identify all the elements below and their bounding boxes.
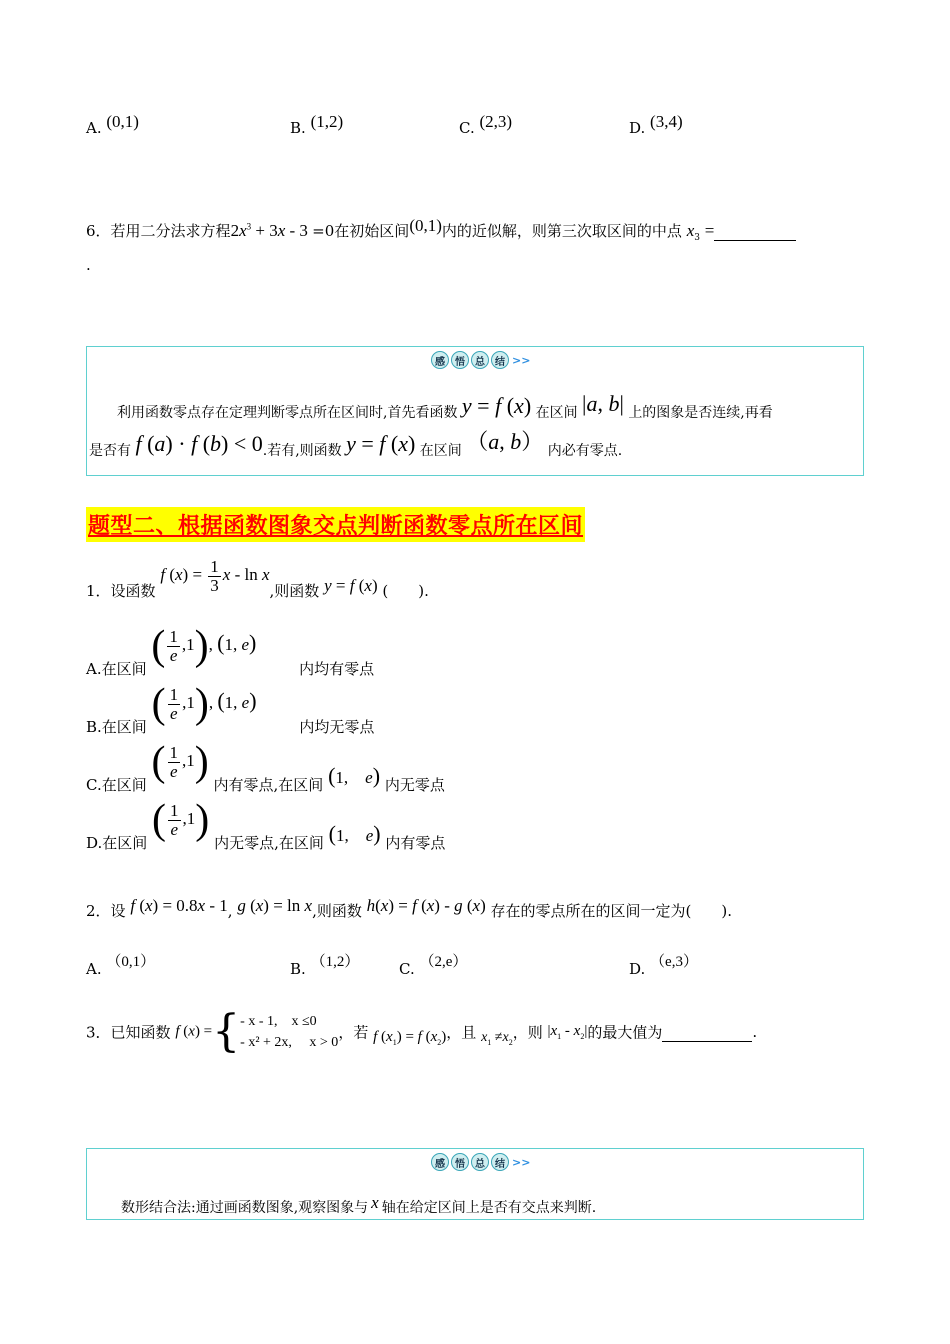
p3-answer-blank[interactable] — [662, 1023, 752, 1042]
p1-option-b: B.在区间 ( $\frac{1}{e}$ ,1), (1, e) 内均无零点 — [86, 681, 375, 736]
p2-option-c: C. （2,e） — [399, 954, 468, 978]
summary-badge: 感 悟 总 结 >> — [431, 351, 530, 369]
p1-function: f (x) = $\frac{1}{3}$ x - ln x — [160, 557, 270, 595]
p2-option-a: A. （0,1） — [86, 954, 156, 978]
p1-option-c: C.在区间 ( $\frac{1}{e}$ ,1) 内有零点,在区间 (1, e) 内无零点 — [86, 739, 445, 794]
q5-option-c: C. (2,3) — [459, 112, 513, 137]
double-chevron-icon: >> — [512, 1155, 531, 1169]
problem-1: 1．设函数 f (x) = $\frac{1}{3}$ x - ln x,则函数 y = f (x) ( ). — [86, 557, 429, 600]
summary-line-1: 利用函数零点存在定理判断零点所在区间时,首先看函数 y = f (x) 在区间 |a, b| 上的图象是否连续,再看 — [117, 391, 773, 421]
double-chevron-icon: >> — [512, 353, 531, 367]
summary-2-text: 数形结合法:通过画函数图象,观察图象与 x 轴在给定区间上是否有交点来判断. — [121, 1193, 597, 1216]
p2-option-d: D. （e,3） — [629, 954, 698, 978]
q5-option-c-interval: (2,3) — [479, 112, 513, 131]
summary-box-2 — [86, 1148, 864, 1220]
q5-option-b: B. (1,2) — [290, 112, 344, 137]
summary-line-2: 是否有 f (a) · f (b) < 0.若有,则函数 y = f (x) 在区间 （a, b） 内必有零点. — [89, 429, 623, 459]
q5-option-b-interval: (1,2) — [310, 112, 344, 131]
summary-box-1 — [86, 346, 864, 476]
q5-option-d: D. (3,4) — [629, 112, 683, 137]
q6-answer-blank[interactable] — [714, 222, 796, 241]
q5-option-a-interval: (0,1) — [106, 112, 139, 131]
question-6: 6．若用二分法求方程$2x^3 + 3x - 3 =0$在初始区间(0,1)内的近似解，则第三次取区间的中点 $x_3$ = — [86, 220, 796, 243]
p1-option-a: A.在区间 ( $\frac{1}{e}$ ,1), (1, e) 内均有零点 — [86, 623, 375, 678]
q5-option-d-interval: (3,4) — [650, 112, 683, 131]
q5-option-a: A. (0,1) — [86, 112, 139, 137]
p1-option-d: D.在区间 ( $\frac{1}{e}$ ,1) 内无零点,在区间 (1, e) 内有零点 — [86, 797, 446, 852]
p3-piecewise: - x - 1, x ≤0 - x² + 2x, x > 0 — [240, 1014, 339, 1050]
problem-3: 3．已知函数 f (x) ={ - x - 1, x ≤0 - x² + 2x, x > 0 ，若 f $(x_1) = f$ $(x_2)$，且 $x_1 \ne x_2$，则 $|x_1 - x_2|$的最大值为 . — [86, 1006, 758, 1057]
q6-end-period: . — [86, 256, 91, 274]
q6-equation: $2x^3 + 3x - 3$ — [230, 221, 313, 240]
p2-option-b: B. （1,2） — [290, 954, 360, 978]
q6-interval: (0,1) — [409, 216, 442, 235]
section-title: 题型二、根据函数图象交点判断函数零点所在区间 — [86, 507, 585, 542]
problem-2: 2．设 f (x) = 0.8x - 1, g (x) = ln x,则函数 h(x) = f (x) - g (x) 存在的零点所在的区间一定为( ). — [86, 896, 733, 920]
summary-badge: 感 悟 总 结 >> — [431, 1153, 530, 1171]
